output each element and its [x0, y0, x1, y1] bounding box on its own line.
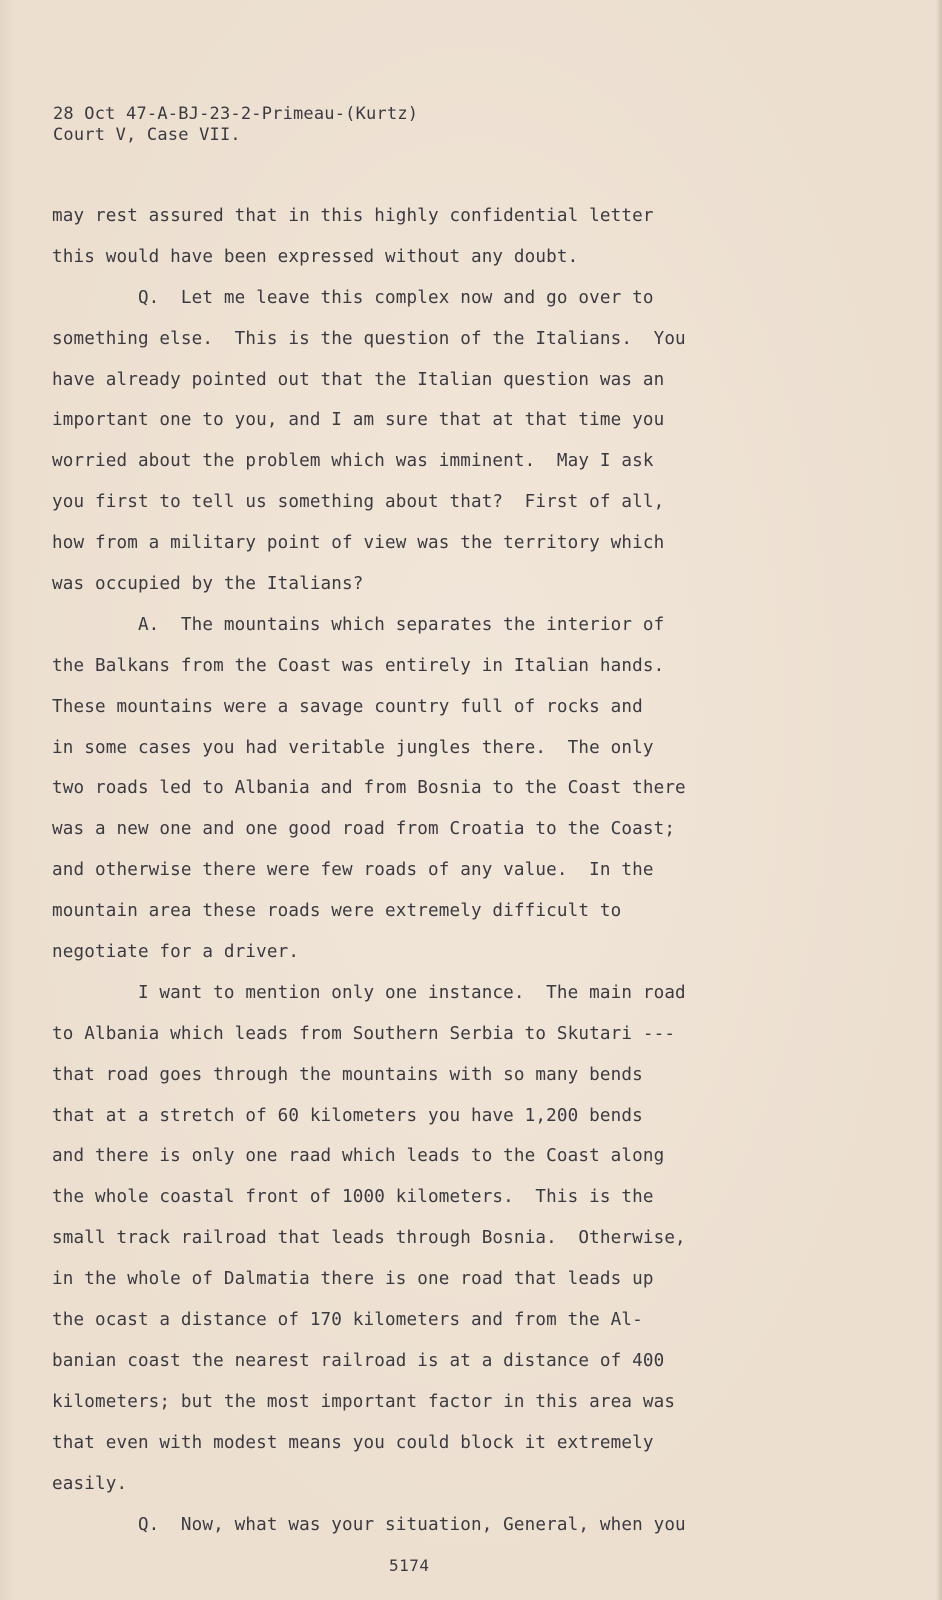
text-line: that even with modest means you could block it extremely — [52, 1432, 654, 1453]
document-header — [53, 104, 418, 146]
text-line: small track railroad that leads through Bosnia. Otherwise, — [52, 1228, 686, 1249]
text-line: to Albania which leads from Southern Serbia to Skutari --- — [52, 1023, 676, 1044]
text-line: mountain area these roads were extremely difficult to — [52, 901, 622, 922]
text-line: how from a military point of view was the territory which — [52, 533, 665, 554]
text-line: negotiate for a driver. — [52, 942, 300, 963]
text-line: and otherwise there were few roads of any value. In the — [52, 860, 654, 881]
text-line: was a new one and one good road from Croatia to the Coast; — [52, 819, 676, 840]
text-line: These mountains were a savage country full of rocks and — [52, 696, 643, 717]
header-line-2: Court V, Case VII. — [53, 125, 241, 145]
text-line: the Balkans from the Coast was entirely in Italian hands. — [52, 655, 665, 676]
text-line: you first to tell us something about that? First of all, — [52, 492, 665, 513]
text-line: the ocast a distance of 170 kilometers and from the Al- — [52, 1310, 643, 1331]
text-line: have already pointed out that the Italian question was an — [52, 369, 665, 390]
text-line: two roads led to Albania and from Bosnia to the Coast there — [52, 778, 686, 799]
text-line: and there is only one raad which leads to the Coast along — [52, 1146, 665, 1167]
page-number: 5174 — [389, 1556, 430, 1575]
text-line: I want to mention only one instance. The main road — [52, 982, 686, 1003]
text-line: in some cases you had veritable jungles there. The only — [52, 737, 654, 758]
text-line: banian coast the nearest railroad is at a distance of 400 — [52, 1350, 665, 1371]
text-line: kilometers; but the most important factor in this area was — [52, 1391, 676, 1412]
text-line: that road goes through the mountains with so many bends — [52, 1064, 643, 1085]
text-line: worried about the problem which was imminent. May I ask — [52, 451, 654, 472]
text-line: may rest assured that in this highly confidential letter — [52, 206, 654, 226]
text-line: the whole coastal front of 1000 kilometers. This is the — [52, 1187, 654, 1208]
text-line: was occupied by the Italians? — [52, 574, 364, 595]
text-line: A. The mountains which separates the interior of — [52, 614, 665, 635]
page-edge-shadow — [936, 0, 942, 1600]
text-line: easily. — [52, 1473, 128, 1494]
text-line: in the whole of Dalmatia there is one road that leads up — [52, 1269, 654, 1290]
text-line: Q. Let me leave this complex now and go over to — [52, 287, 654, 308]
text-line: important one to you, and I am sure that at that time you — [52, 410, 665, 431]
text-line: Q. Now, what was your situation, General, when you — [52, 1514, 686, 1535]
text-line: that at a stretch of 60 kilometers you have 1,200 bends — [52, 1105, 643, 1126]
transcript-body — [52, 204, 812, 1553]
text-line: this would have been expressed without any doubt. — [52, 246, 579, 267]
header-line-1: 28 Oct 47-A-BJ-23-2-Primeau-(Kurtz) — [53, 104, 419, 124]
text-line: something else. This is the question of the Italians. You — [52, 328, 686, 349]
